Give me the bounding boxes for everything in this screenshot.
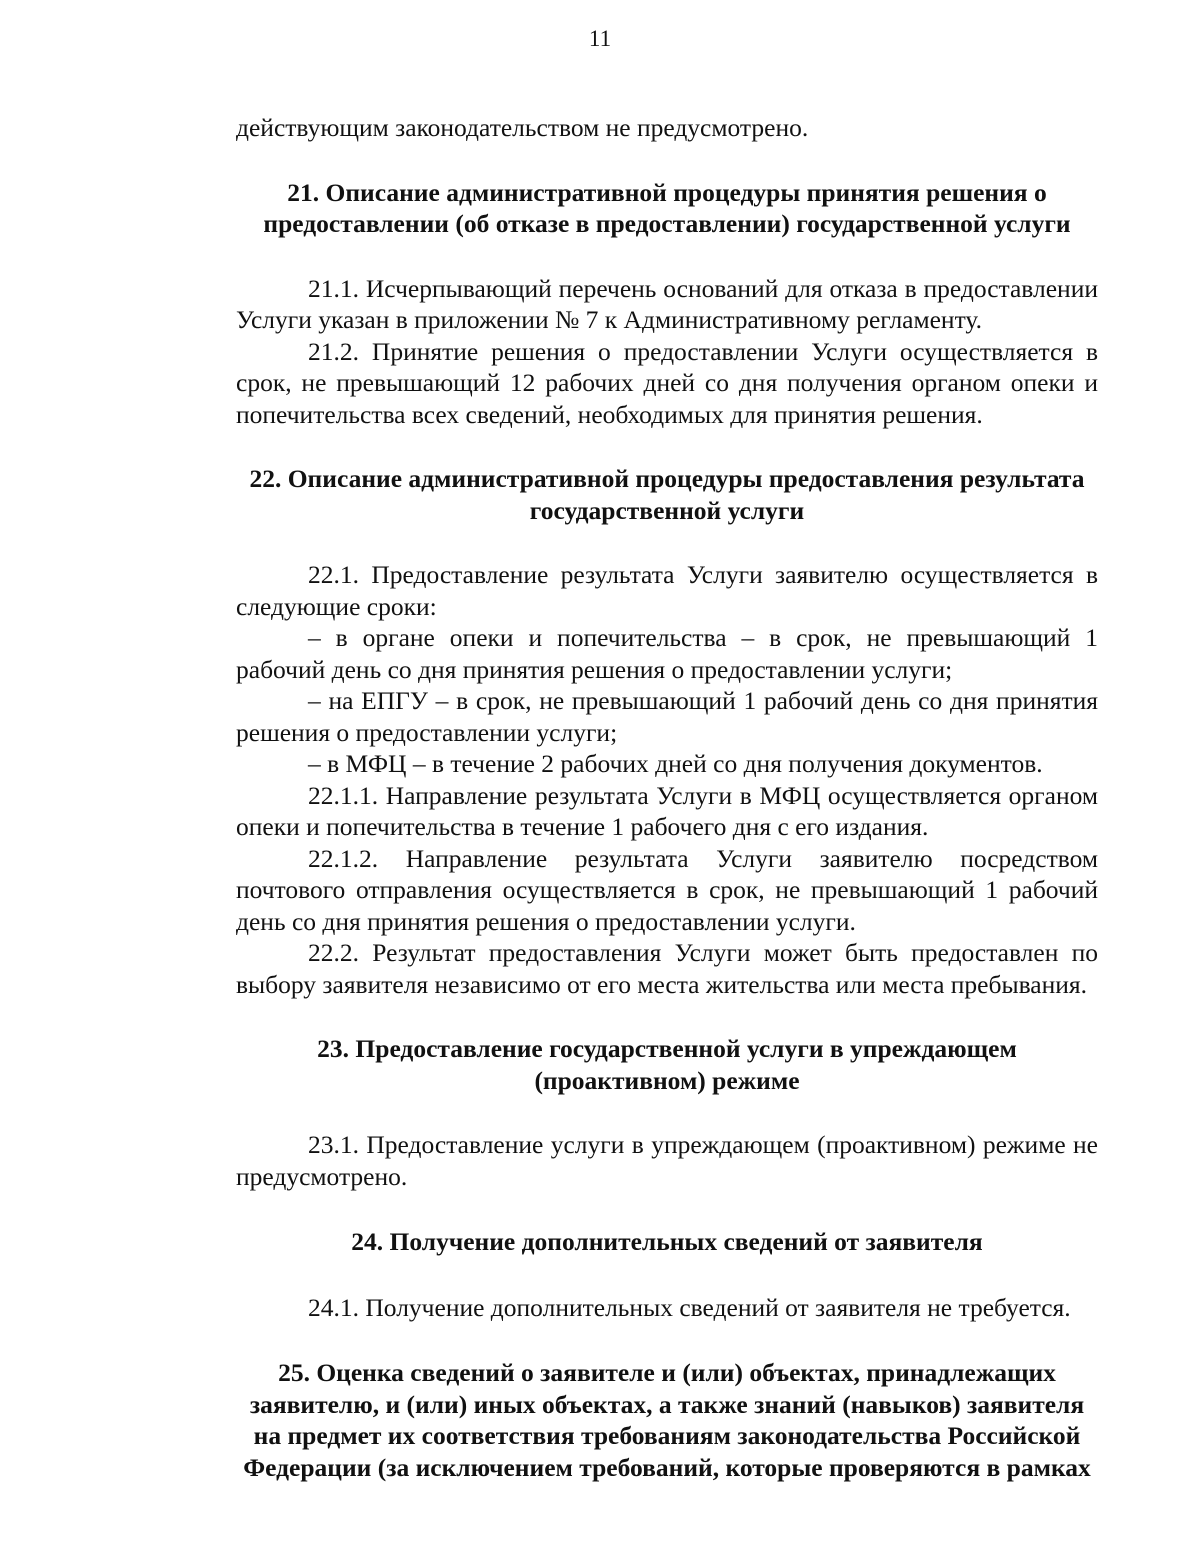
section-21-heading: 21. Описание административной процедуры принятия решения о предоставлении (об отказе в предоставлении) государственной услуги [263,177,1071,238]
list-item-mfc: – в МФЦ – в течение 2 рабочих дней со дня получения документов. [308,749,1043,778]
section-24-heading: 24. Получение дополнительных сведений от заявителя [351,1227,983,1256]
page-number: 11 [588,26,612,51]
paragraph-24-1: 24.1. Получение дополнительных сведений от заявителя не требуется. [308,1292,1071,1322]
list-item-organ: – в органе опеки и попечительства – в срок, не превышающий 1 рабочий день со дня принятия решения о предоставлении услуги; [236,623,1098,684]
paragraph-22-1-1: 22.1.1. Направление результата Услуги в МФЦ осуществляется органом опеки и попечительства в течение 1 рабочего дня с его издания. [236,780,1098,841]
paragraph-22-1-2: 22.1.2. Направление результата Услуги заявителю посредством почтового отправления осуществляется в срок, не превышающий 1 рабочий день со дня принятия решения о предоставлении услуги. [236,843,1098,936]
section-25-heading: 25. Оценка сведений о заявителе и (или) объектах, принадлежащих заявителю, и (или) иных объектах, а также знаний (навыков) заявителя на предмет их соответствия требованиям законодательства Российской Федерации (за исключением требований, которые проверяются в рамках [243,1358,1091,1482]
list-item-epgu: – на ЕПГУ – в срок, не превышающий 1 рабочий день со дня принятия решения о предоставлении услуги; [236,686,1098,747]
paragraph-23-1: 23.1. Предоставление услуги в упреждающем (проактивном) режиме не предусмотрено. [236,1130,1098,1191]
intro-line: действующим законодательством не предусмотрено. [236,113,809,142]
paragraph-21-1: 21.1. Исчерпывающий перечень оснований для отказа в предоставлении Услуги указан в приложении № 7 к Административному регламенту. [236,273,1098,334]
paragraph-22-2: 22.2. Результат предоставления Услуги может быть предоставлен по выбору заявителя независимо от его места жительства или места пребывания. [236,938,1098,999]
paragraph-22-1: 22.1. Предоставление результата Услуги заявителю осуществляется в следующие сроки: [236,560,1098,621]
section-23-heading: 23. Предоставление государственной услуги в упреждающем (проактивном) режиме [317,1034,1017,1095]
paragraph-21-2: 21.2. Принятие решения о предоставлении Услуги осуществляется в срок, не превышающий 12 рабочих дней со дня получения органом опеки и попечительства всех сведений, необходимых для принятия решения. [236,336,1098,429]
section-22-heading: 22. Описание административной процедуры предоставления результата государственной услуги [249,464,1085,525]
document-body [236,112,1098,1483]
